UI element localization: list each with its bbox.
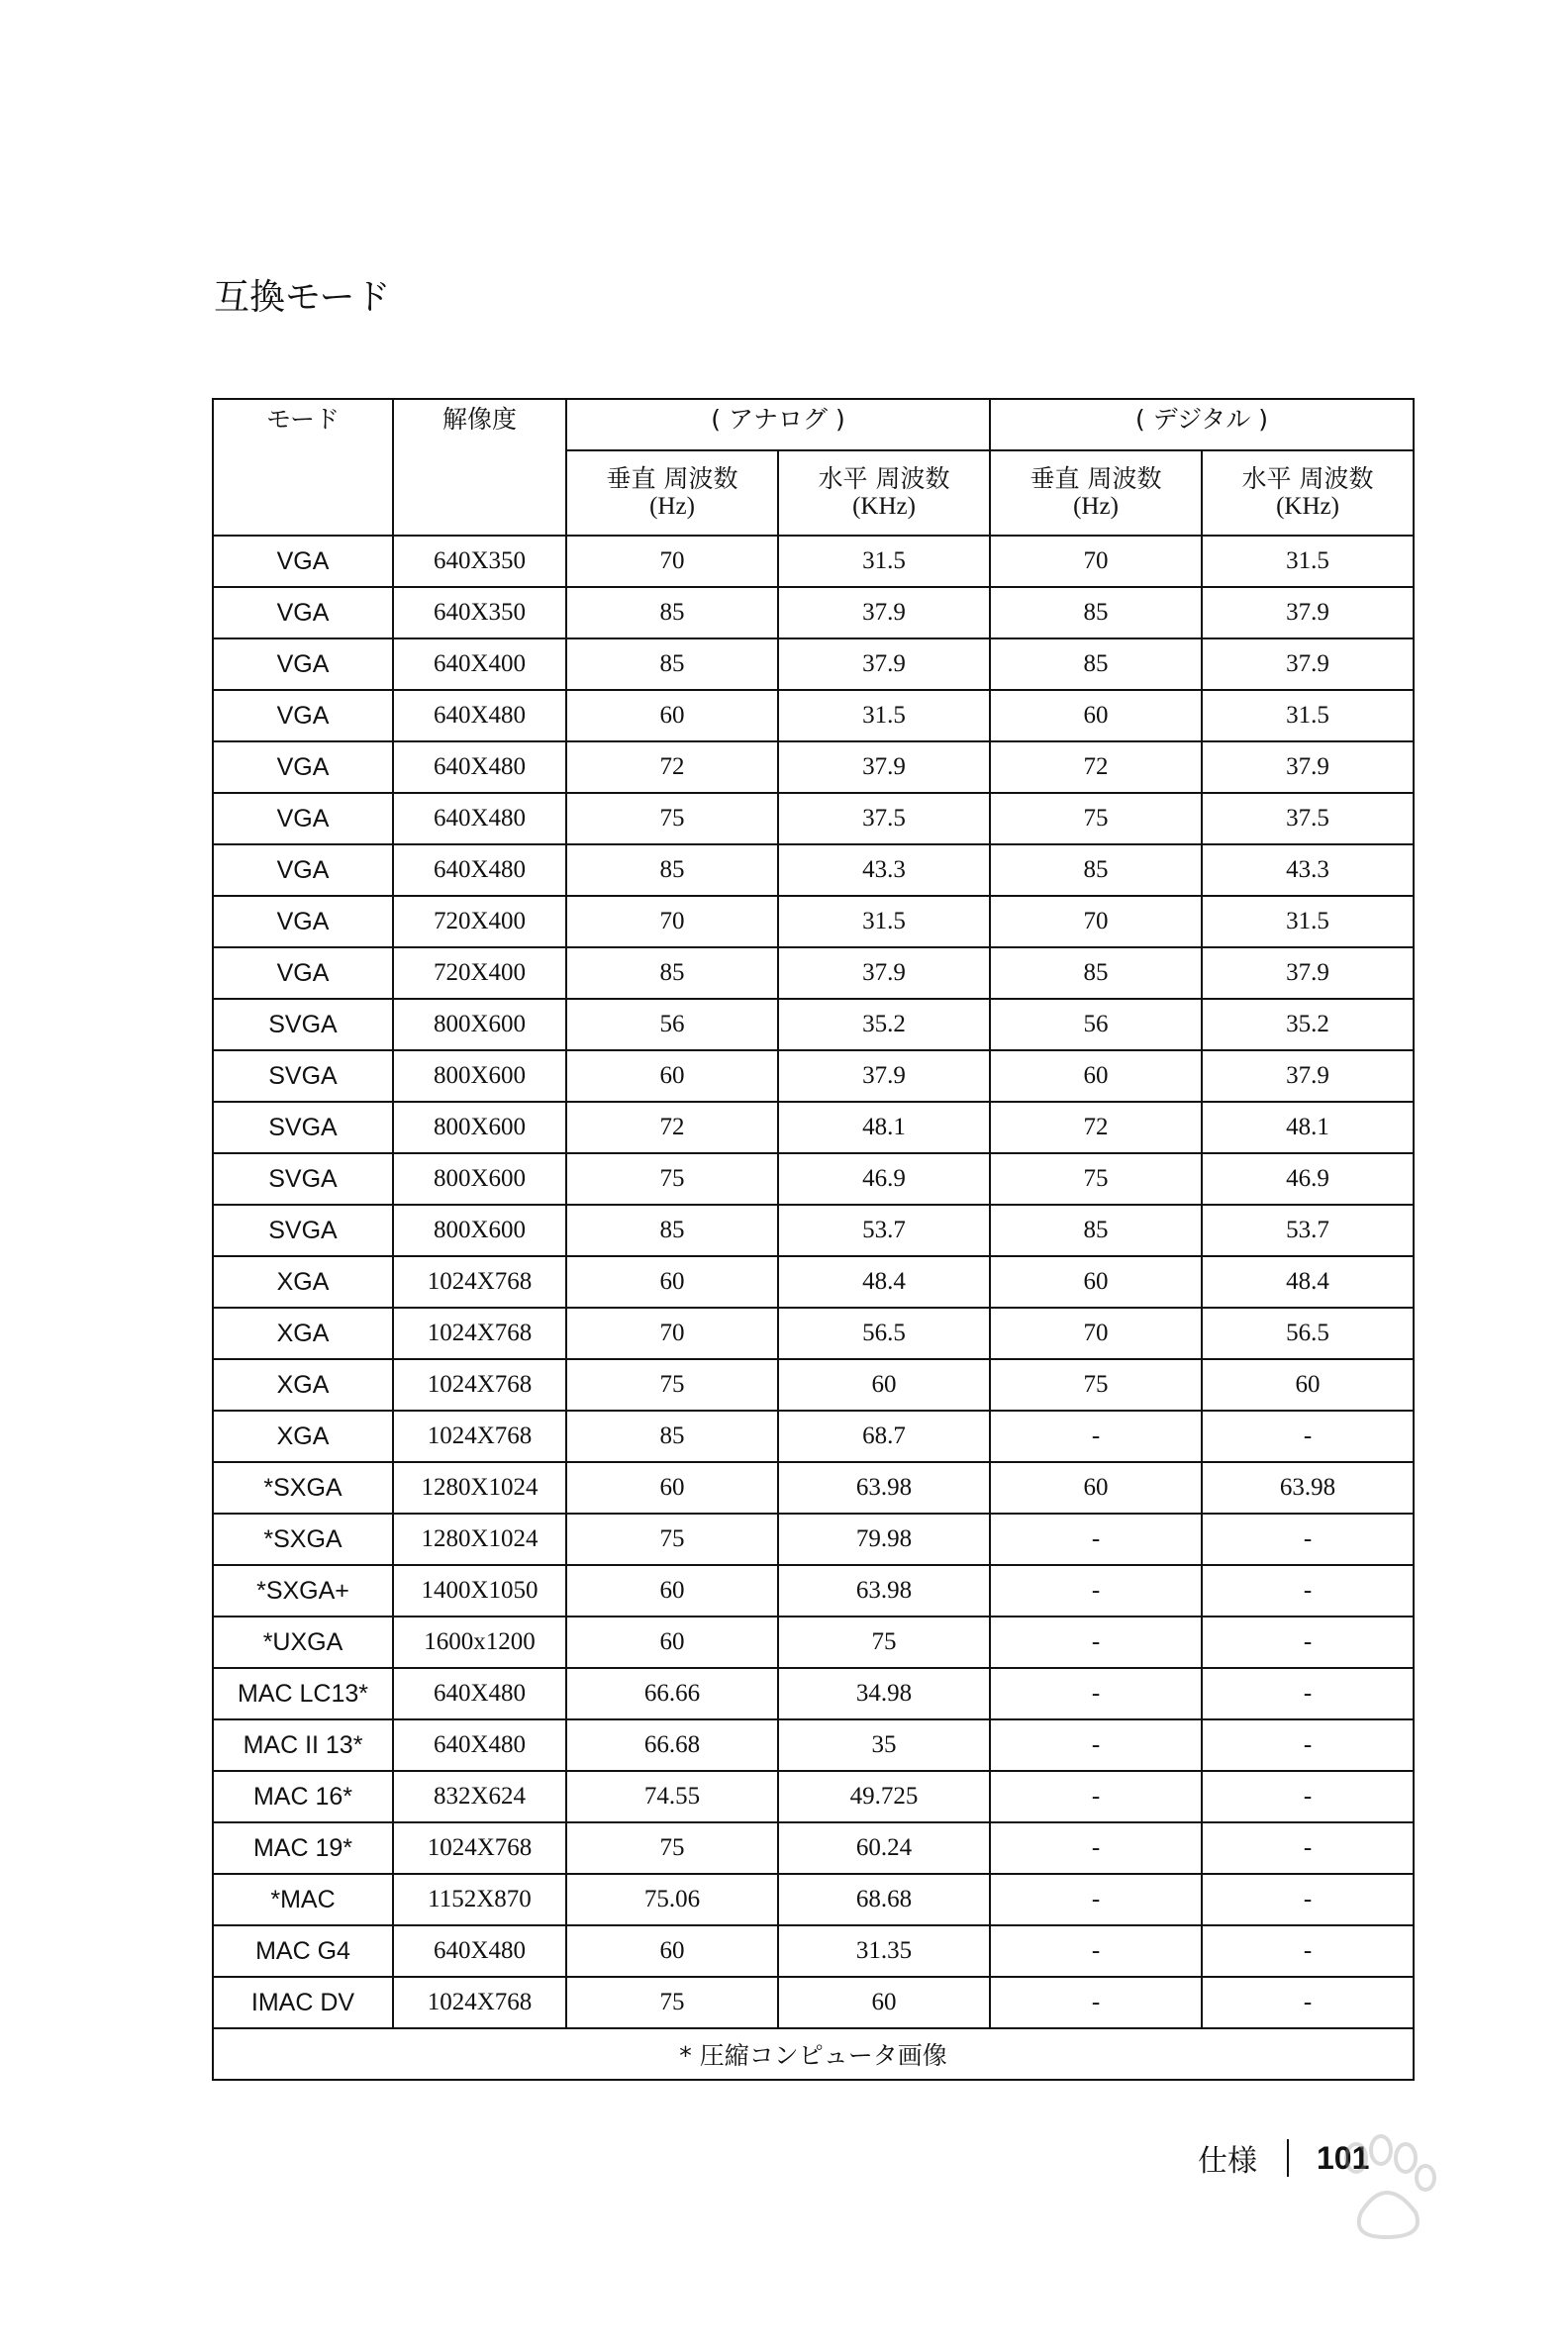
header-analog: ( アナログ ) — [566, 399, 990, 450]
cell-digital-horizontal: 35.2 — [1202, 999, 1414, 1050]
cell-mode: VGA — [213, 896, 393, 947]
cell-analog-horizontal: 48.4 — [778, 1256, 990, 1308]
cell-mode: *SXGA — [213, 1462, 393, 1514]
table-row — [213, 1874, 1414, 1925]
cell-analog-horizontal: 75 — [778, 1617, 990, 1668]
header-resolution: 解像度 — [393, 399, 566, 536]
cell-digital-horizontal: - — [1202, 1822, 1414, 1874]
cell-analog-horizontal: 60 — [778, 1359, 990, 1411]
cell-digital-horizontal: 46.9 — [1202, 1153, 1414, 1205]
cell-analog-horizontal: 35 — [778, 1719, 990, 1771]
cell-digital-vertical: - — [990, 1514, 1202, 1565]
cell-digital-vertical: - — [990, 1771, 1202, 1822]
page-number: 101 — [1317, 2139, 1370, 2176]
cell-digital-horizontal: 53.7 — [1202, 1205, 1414, 1256]
cell-mode: *SXGA — [213, 1514, 393, 1565]
cell-analog-vertical: 66.68 — [566, 1719, 778, 1771]
cell-analog-vertical: 85 — [566, 844, 778, 896]
cell-analog-horizontal: 43.3 — [778, 844, 990, 896]
table-row — [213, 1153, 1414, 1205]
cell-resolution: 1280X1024 — [393, 1514, 566, 1565]
cell-mode: VGA — [213, 536, 393, 587]
cell-resolution: 800X600 — [393, 1102, 566, 1153]
cell-digital-horizontal: - — [1202, 1771, 1414, 1822]
cell-digital-vertical: 75 — [990, 1153, 1202, 1205]
cell-analog-horizontal: 53.7 — [778, 1205, 990, 1256]
cell-digital-horizontal: 60 — [1202, 1359, 1414, 1411]
cell-analog-horizontal: 37.9 — [778, 947, 990, 999]
cell-digital-vertical: 75 — [990, 793, 1202, 844]
cell-analog-vertical: 75 — [566, 1514, 778, 1565]
footer-section: 仕様 — [1198, 2144, 1257, 2179]
cell-analog-horizontal: 37.9 — [778, 1050, 990, 1102]
cell-analog-vertical: 70 — [566, 896, 778, 947]
cell-digital-vertical: - — [990, 1977, 1202, 2028]
cell-resolution: 640X480 — [393, 793, 566, 844]
table-row — [213, 1617, 1414, 1668]
table-row — [213, 947, 1414, 999]
cell-resolution: 800X600 — [393, 1050, 566, 1102]
cell-digital-horizontal: 31.5 — [1202, 896, 1414, 947]
cell-resolution: 800X600 — [393, 1153, 566, 1205]
cell-analog-horizontal: 31.35 — [778, 1925, 990, 1977]
table-row — [213, 896, 1414, 947]
cell-digital-vertical: 60 — [990, 690, 1202, 741]
cell-analog-vertical: 75 — [566, 1822, 778, 1874]
cell-analog-vertical: 66.66 — [566, 1668, 778, 1719]
cell-analog-horizontal: 37.9 — [778, 638, 990, 690]
table-row — [213, 1771, 1414, 1822]
table-row — [213, 536, 1414, 587]
cell-analog-horizontal: 68.7 — [778, 1411, 990, 1462]
cell-digital-horizontal: 43.3 — [1202, 844, 1414, 896]
table-row — [213, 793, 1414, 844]
cell-analog-horizontal: 48.1 — [778, 1102, 990, 1153]
table-row — [213, 1308, 1414, 1359]
cell-analog-vertical: 75.06 — [566, 1874, 778, 1925]
header-mode: モード — [213, 399, 393, 536]
cell-digital-vertical: 60 — [990, 1462, 1202, 1514]
header-digital: ( デジタル ) — [990, 399, 1414, 450]
cell-digital-vertical: - — [990, 1925, 1202, 1977]
cell-digital-horizontal: 48.1 — [1202, 1102, 1414, 1153]
cell-digital-vertical: - — [990, 1874, 1202, 1925]
cell-mode: VGA — [213, 690, 393, 741]
cell-resolution: 1024X768 — [393, 1411, 566, 1462]
cell-analog-vertical: 85 — [566, 1411, 778, 1462]
cell-resolution: 640X480 — [393, 844, 566, 896]
cell-analog-vertical: 56 — [566, 999, 778, 1050]
cell-analog-horizontal: 31.5 — [778, 690, 990, 741]
cell-digital-horizontal: 37.9 — [1202, 1050, 1414, 1102]
cell-digital-horizontal: 31.5 — [1202, 536, 1414, 587]
table-row — [213, 1256, 1414, 1308]
cell-resolution: 640X350 — [393, 536, 566, 587]
cell-digital-horizontal: 37.9 — [1202, 741, 1414, 793]
cell-analog-vertical: 85 — [566, 638, 778, 690]
cell-digital-horizontal: 37.9 — [1202, 587, 1414, 638]
cell-analog-horizontal: 37.9 — [778, 587, 990, 638]
cell-digital-horizontal: 63.98 — [1202, 1462, 1414, 1514]
cell-analog-horizontal: 31.5 — [778, 536, 990, 587]
cell-digital-vertical: 60 — [990, 1050, 1202, 1102]
table-row — [213, 1102, 1414, 1153]
table-row — [213, 638, 1414, 690]
cell-mode: *MAC — [213, 1874, 393, 1925]
cell-analog-horizontal: 68.68 — [778, 1874, 990, 1925]
cell-resolution: 800X600 — [393, 999, 566, 1050]
cell-mode: XGA — [213, 1256, 393, 1308]
cell-analog-horizontal: 37.9 — [778, 741, 990, 793]
cell-resolution: 1152X870 — [393, 1874, 566, 1925]
cell-analog-vertical: 75 — [566, 1977, 778, 2028]
table-body — [213, 536, 1414, 2028]
cell-resolution: 1600x1200 — [393, 1617, 566, 1668]
cell-resolution: 832X624 — [393, 1771, 566, 1822]
cell-mode: *UXGA — [213, 1617, 393, 1668]
cell-resolution: 640X480 — [393, 1719, 566, 1771]
cell-mode: XGA — [213, 1359, 393, 1411]
cell-digital-horizontal: - — [1202, 1925, 1414, 1977]
cell-analog-horizontal: 63.98 — [778, 1462, 990, 1514]
cell-analog-vertical: 85 — [566, 1205, 778, 1256]
header-digital-horizontal-label: 水平 周波数 — [1241, 464, 1374, 493]
cell-analog-vertical: 60 — [566, 1050, 778, 1102]
cell-digital-horizontal: - — [1202, 1874, 1414, 1925]
cell-analog-vertical: 75 — [566, 793, 778, 844]
cell-analog-vertical: 60 — [566, 690, 778, 741]
cell-digital-vertical: 85 — [990, 587, 1202, 638]
cell-analog-horizontal: 56.5 — [778, 1308, 990, 1359]
cell-analog-horizontal: 49.725 — [778, 1771, 990, 1822]
cell-mode: VGA — [213, 638, 393, 690]
cell-mode: MAC LC13* — [213, 1668, 393, 1719]
cell-resolution: 1024X768 — [393, 1822, 566, 1874]
cell-mode: *SXGA+ — [213, 1565, 393, 1617]
page-title: 互換モード — [214, 277, 391, 318]
cell-resolution: 640X350 — [393, 587, 566, 638]
compatibility-table — [212, 398, 1415, 2081]
cell-digital-vertical: 85 — [990, 638, 1202, 690]
table-row — [213, 844, 1414, 896]
header-analog-vertical-label: 垂直 周波数 — [606, 464, 738, 493]
table-row — [213, 1462, 1414, 1514]
cell-analog-vertical: 75 — [566, 1359, 778, 1411]
header-analog-horizontal-label: 水平 周波数 — [818, 464, 950, 493]
cell-resolution: 1024X768 — [393, 1256, 566, 1308]
cell-analog-vertical: 70 — [566, 536, 778, 587]
cell-analog-horizontal: 60 — [778, 1977, 990, 2028]
cell-resolution: 1024X768 — [393, 1977, 566, 2028]
cell-mode: VGA — [213, 741, 393, 793]
header-digital-vertical-unit: (Hz) — [1073, 493, 1119, 520]
cell-digital-horizontal: 37.9 — [1202, 947, 1414, 999]
cell-digital-horizontal: - — [1202, 1617, 1414, 1668]
table-row — [213, 690, 1414, 741]
cell-analog-vertical: 85 — [566, 587, 778, 638]
cell-resolution: 640X480 — [393, 690, 566, 741]
cell-digital-vertical: 70 — [990, 896, 1202, 947]
cell-digital-vertical: 70 — [990, 536, 1202, 587]
cell-mode: VGA — [213, 587, 393, 638]
cell-mode: XGA — [213, 1308, 393, 1359]
cell-digital-horizontal: 37.9 — [1202, 638, 1414, 690]
cell-digital-vertical: 70 — [990, 1308, 1202, 1359]
cell-digital-vertical: 72 — [990, 1102, 1202, 1153]
cell-mode: XGA — [213, 1411, 393, 1462]
cell-digital-horizontal: 48.4 — [1202, 1256, 1414, 1308]
cell-analog-horizontal: 35.2 — [778, 999, 990, 1050]
header-digital-horizontal-unit: (KHz) — [1276, 493, 1339, 520]
table-row — [213, 1977, 1414, 2028]
page-footer — [1198, 2136, 1369, 2180]
table-row — [213, 1050, 1414, 1102]
header-analog-horizontal — [778, 450, 990, 536]
cell-digital-horizontal: - — [1202, 1668, 1414, 1719]
cell-resolution: 640X400 — [393, 638, 566, 690]
table-row — [213, 1359, 1414, 1411]
cell-resolution: 1024X768 — [393, 1359, 566, 1411]
cell-digital-horizontal: - — [1202, 1411, 1414, 1462]
cell-digital-vertical: - — [990, 1668, 1202, 1719]
cell-analog-vertical: 72 — [566, 1102, 778, 1153]
cell-analog-vertical: 60 — [566, 1462, 778, 1514]
cell-digital-horizontal: - — [1202, 1565, 1414, 1617]
cell-analog-horizontal: 60.24 — [778, 1822, 990, 1874]
cell-resolution: 1400X1050 — [393, 1565, 566, 1617]
table-row — [213, 1411, 1414, 1462]
cell-analog-horizontal: 37.5 — [778, 793, 990, 844]
cell-resolution: 640X480 — [393, 1668, 566, 1719]
cell-digital-vertical: - — [990, 1617, 1202, 1668]
cell-analog-horizontal: 79.98 — [778, 1514, 990, 1565]
cell-mode: VGA — [213, 793, 393, 844]
cell-mode: SVGA — [213, 1153, 393, 1205]
table-row — [213, 1668, 1414, 1719]
cell-resolution: 800X600 — [393, 1205, 566, 1256]
cell-analog-vertical: 72 — [566, 741, 778, 793]
cell-digital-horizontal: - — [1202, 1514, 1414, 1565]
cell-digital-horizontal: 37.5 — [1202, 793, 1414, 844]
table-row — [213, 1205, 1414, 1256]
header-digital-horizontal — [1202, 450, 1414, 536]
cell-analog-vertical: 60 — [566, 1617, 778, 1668]
table-row — [213, 587, 1414, 638]
cell-analog-vertical: 85 — [566, 947, 778, 999]
cell-mode: MAC 16* — [213, 1771, 393, 1822]
cell-resolution: 1024X768 — [393, 1308, 566, 1359]
cell-digital-horizontal: - — [1202, 1977, 1414, 2028]
cell-resolution: 1280X1024 — [393, 1462, 566, 1514]
cell-digital-vertical: 85 — [990, 1205, 1202, 1256]
cell-digital-vertical: - — [990, 1822, 1202, 1874]
footer-divider — [1287, 2139, 1289, 2177]
table-row — [213, 1514, 1414, 1565]
cell-mode: VGA — [213, 947, 393, 999]
cell-digital-horizontal: 31.5 — [1202, 690, 1414, 741]
cell-mode: SVGA — [213, 1205, 393, 1256]
header-analog-horizontal-unit: (KHz) — [852, 493, 916, 520]
cell-analog-vertical: 60 — [566, 1565, 778, 1617]
cell-mode: MAC 19* — [213, 1822, 393, 1874]
header-digital-vertical — [990, 450, 1202, 536]
table-row — [213, 1565, 1414, 1617]
cell-digital-vertical: 60 — [990, 1256, 1202, 1308]
table-row — [213, 999, 1414, 1050]
header-analog-vertical — [566, 450, 778, 536]
cell-analog-horizontal: 34.98 — [778, 1668, 990, 1719]
table-row — [213, 1925, 1414, 1977]
cell-analog-vertical: 70 — [566, 1308, 778, 1359]
cell-analog-horizontal: 31.5 — [778, 896, 990, 947]
cell-mode: VGA — [213, 844, 393, 896]
table-row — [213, 1719, 1414, 1771]
table-row — [213, 741, 1414, 793]
cell-mode: MAC G4 — [213, 1925, 393, 1977]
header-digital-vertical-label: 垂直 周波数 — [1029, 464, 1162, 493]
cell-analog-horizontal: 46.9 — [778, 1153, 990, 1205]
cell-digital-vertical: 56 — [990, 999, 1202, 1050]
cell-analog-horizontal: 63.98 — [778, 1565, 990, 1617]
cell-resolution: 720X400 — [393, 947, 566, 999]
cell-digital-vertical: 85 — [990, 844, 1202, 896]
cell-resolution: 640X480 — [393, 1925, 566, 1977]
cell-resolution: 640X480 — [393, 741, 566, 793]
cell-digital-horizontal: 56.5 — [1202, 1308, 1414, 1359]
cell-digital-vertical: - — [990, 1565, 1202, 1617]
cell-mode: SVGA — [213, 999, 393, 1050]
cell-resolution: 720X400 — [393, 896, 566, 947]
cell-mode: SVGA — [213, 1102, 393, 1153]
cell-analog-vertical: 74.55 — [566, 1771, 778, 1822]
cell-mode: IMAC DV — [213, 1977, 393, 2028]
cell-analog-vertical: 75 — [566, 1153, 778, 1205]
table-footnote: * 圧縮コンピュータ画像 — [213, 2028, 1414, 2080]
cell-digital-vertical: - — [990, 1411, 1202, 1462]
cell-digital-vertical: 72 — [990, 741, 1202, 793]
cell-digital-horizontal: - — [1202, 1719, 1414, 1771]
cell-analog-vertical: 60 — [566, 1256, 778, 1308]
cell-mode: MAC II 13* — [213, 1719, 393, 1771]
table-row — [213, 1822, 1414, 1874]
header-analog-vertical-unit: (Hz) — [649, 493, 695, 520]
cell-mode: SVGA — [213, 1050, 393, 1102]
cell-digital-vertical: - — [990, 1719, 1202, 1771]
cell-analog-vertical: 60 — [566, 1925, 778, 1977]
cell-digital-vertical: 75 — [990, 1359, 1202, 1411]
cell-digital-vertical: 85 — [990, 947, 1202, 999]
